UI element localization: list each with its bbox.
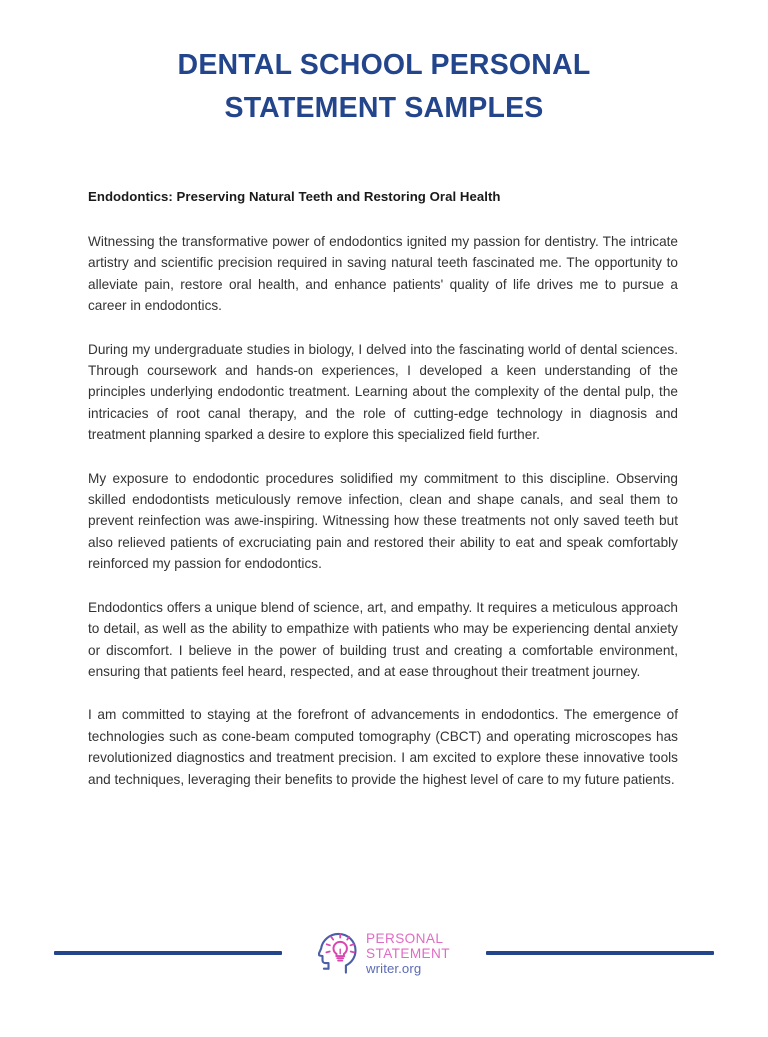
paragraph: My exposure to endodontic procedures solidified my commitment to this discipline. Observing skilled endodontists meticulously remove infection, clean and shape canals, and seal them to prevent reinfection was awe-inspiring. Witnessing how these treatments not only saved teeth but also relieved patients of excruciating pain and restored their ability to eat and speak comfortably reinforced my passion for endodontics.	[88, 470, 678, 572]
paragraph: Endodontics offers a unique blend of science, art, and empathy. It requires a meticulous approach to detail, as well as the ability to empathize with patients who may be experiencing dental anxiety or discomfort. I believe in the power of building trust and creating a comfortable environment, ensuring that patients feel heard, respected, and at ease throughout their treatment journey.	[88, 599, 678, 679]
paragraph: Witnessing the transformative power of endodontics ignited my passion for dentistry. The intricate artistry and scientific precision required in saving natural teeth fascinated me. The opportunity to alleviate pain, restore oral health, and enhance patients' quality of life drives me to pursue a career in endodontics.	[88, 234, 678, 314]
section-heading: Endodontics: Preserving Natural Teeth and Restoring Oral Health	[88, 189, 501, 204]
brand-line-personal: PERSONAL	[366, 930, 444, 946]
paragraph: I am committed to staying at the forefront of advancements in endodontics. The emergence of technologies such as cone-beam computed tomography (CBCT) and operating microscopes has revolutionized diagnostics and treatment precision. I am excited to explore these innovative tools and techniques, leveraging their benefits to provide the highest level of care to my future patients.	[88, 707, 678, 787]
footer-divider-left	[54, 951, 282, 955]
brand-line-writer-org: writer.org	[366, 960, 422, 976]
brand-logo-text	[366, 931, 450, 976]
document-body	[0, 130, 768, 1037]
page-title-line-1: DENTAL SCHOOL PERSONAL	[177, 49, 591, 81]
paragraph: During my undergraduate studies in biology, I delved into the fascinating world of dental sciences. Through coursework and hands-on experiences, I developed a keen understanding of the principles underlying endodontic treatment. Learning about the complexity of the dental pulp, the intricacies of root canal therapy, and the role of cutting-edge technology in diagnosis and treatment planning sparked a desire to explore this specialized field further.	[88, 341, 678, 443]
brand-logo	[318, 930, 450, 976]
footer-divider-right	[486, 951, 714, 955]
page-title	[0, 0, 768, 130]
brand-line-statement: STATEMENT	[366, 945, 450, 961]
page-title-line-2: STATEMENT SAMPLES	[224, 92, 544, 124]
head-lightbulb-icon	[318, 930, 360, 976]
page-footer	[0, 917, 768, 1037]
